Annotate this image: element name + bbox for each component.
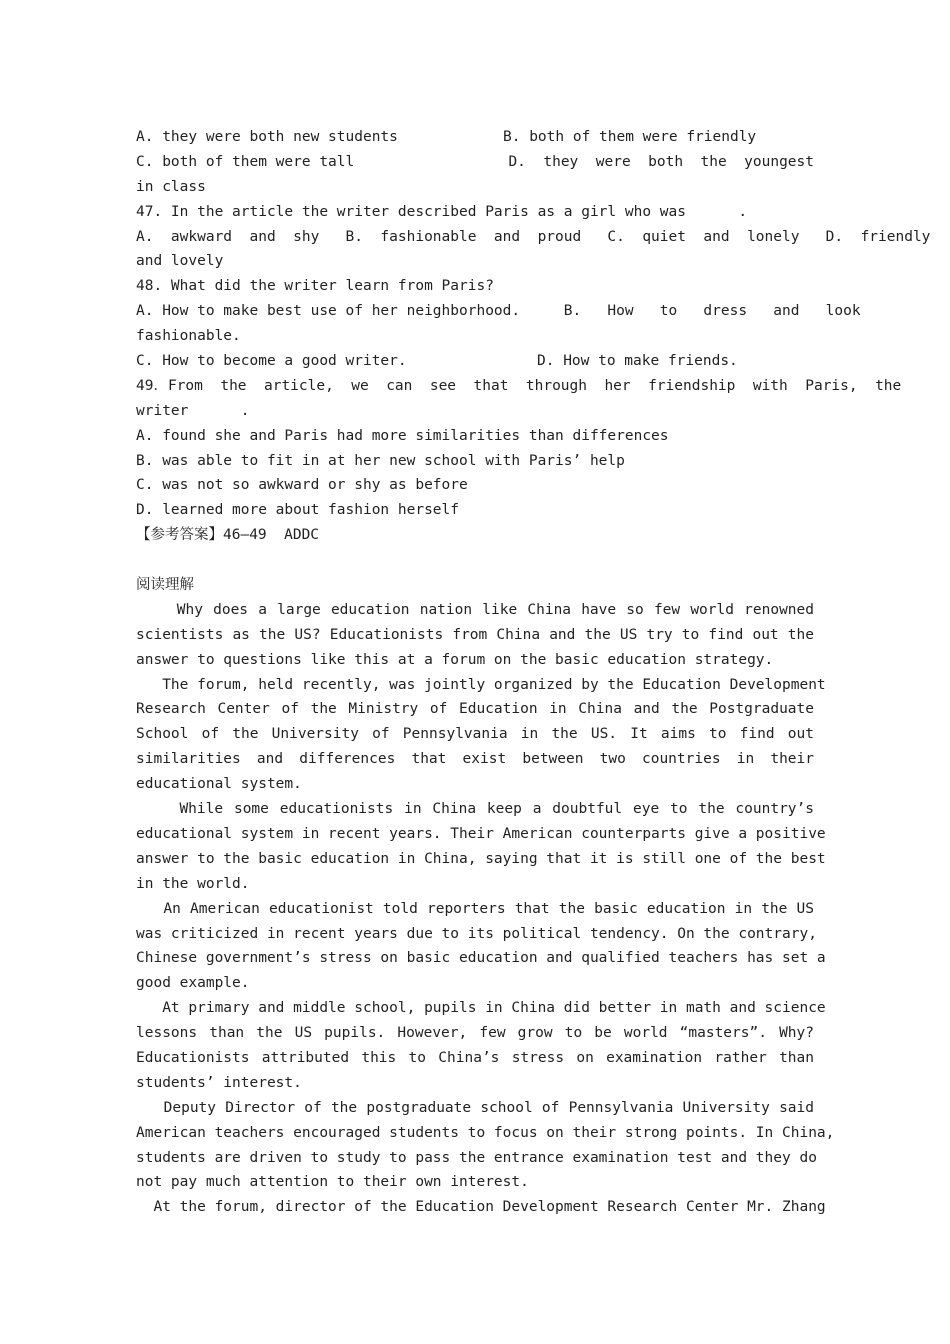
passage-line: answer to questions like this at a forum on the basic education strategy. (136, 651, 774, 668)
q48-stem: 48. What did the writer learn from Paris? (136, 278, 494, 295)
q46-option-a: A. they were both new students (136, 129, 398, 145)
section-title: 阅读理解 (136, 577, 194, 594)
q49-stem: 49．From the article, we can see that through her friendship with Paris, the (136, 377, 902, 394)
passage-line: answer to the basic education in China, saying that it is still one of the best (136, 850, 826, 867)
passage-line: was criticized in recent years due to its political tendency. On the contrary, (136, 925, 817, 942)
passage-line: Research Center of the Ministry of Education in China and the Postgraduate (136, 701, 814, 718)
q48-option-c: C. How to become a good writer. (136, 353, 407, 370)
q46-option-b: B. both of them were friendly (503, 129, 757, 145)
q49-stem-cont: writer . (136, 402, 250, 419)
passage-line: educational system. (136, 776, 302, 793)
q46-option-d: D. they were both the youngest (508, 153, 814, 170)
passage-line: Deputy Director of the postgraduate school of Pennsylvania University said (136, 1099, 814, 1116)
passage-line: not pay much attention to their own interest. (136, 1174, 529, 1191)
q48-options-ab: A. How to make best use of her neighborhood. B. How to dress and look (136, 303, 861, 320)
passage-line: students are driven to study to pass the entrance examination test and they do (136, 1149, 817, 1166)
q46-option-d-cont: in class (136, 178, 206, 195)
blank-line (136, 548, 814, 573)
passage-line: lessons than the US pupils. However, few grow to be world “masters”. Why? (136, 1025, 814, 1042)
answer-key: 【参考答案】46—49 ADDC (136, 527, 320, 544)
q48-option-d: D. How to make friends. (537, 353, 738, 370)
q48-options-cd (136, 349, 814, 374)
passage-line: At primary and middle school, pupils in China did better in math and science (136, 1000, 826, 1017)
passage-line: The forum, held recently, was jointly organized by the Education Development (136, 676, 826, 693)
q49-option-a: A. found she and Paris had more similarities than differences (136, 427, 669, 444)
passage-line: School of the University of Pennsylvania in the US. It aims to find out (136, 726, 814, 743)
passage-line: American teachers encouraged students to focus on their strong points. In China, (136, 1124, 835, 1141)
q47-stem: 47. In the article the writer described Paris as a girl who was . (136, 203, 748, 220)
q46-options-cd (136, 150, 814, 175)
q46-options-ab (136, 125, 814, 150)
passage-line: Educationists attributed this to China’s stress on examination rather than (136, 1049, 814, 1066)
passage-line: scientists as the US? Educationists from China and the US try to find out the (136, 626, 814, 643)
passage-line: An American educationist told reporters that the basic education in the US (136, 900, 814, 917)
passage (136, 598, 835, 1220)
passage-line: good example. (136, 975, 250, 992)
q48-options-ab-cont: fashionable. (136, 328, 241, 345)
q47-options: A. awkward and shy B. fashionable and proud C. quiet and lonely D. friendly (136, 228, 931, 245)
q49-option-b: B. was able to fit in at her new school with Paris’ help (136, 452, 625, 469)
q46-option-c: C. both of them were tall (136, 153, 355, 170)
passage-line: While some educationists in China keep a doubtful eye to the country’s (136, 801, 814, 818)
passage-line: At the forum, director of the Education Development Research Center Mr. Zhang (136, 1199, 826, 1216)
passage-line: Chinese government’s stress on basic education and qualified teachers has set a (136, 950, 826, 967)
q49-option-c: C. was not so awkward or shy as before (136, 477, 468, 494)
passage-line: educational system in recent years. Their American counterparts give a positive (136, 825, 826, 842)
q47-options-cont: and lovely (136, 253, 224, 270)
passage-line: Why does a large education nation like China have so few world renowned (136, 601, 814, 618)
q49-option-d: D. learned more about fashion herself (136, 502, 460, 519)
document-page (136, 125, 931, 1220)
passage-line: students’ interest. (136, 1074, 302, 1091)
passage-line: in the world. (136, 875, 250, 892)
passage-line: similarities and differences that exist between two countries in their (136, 751, 814, 768)
